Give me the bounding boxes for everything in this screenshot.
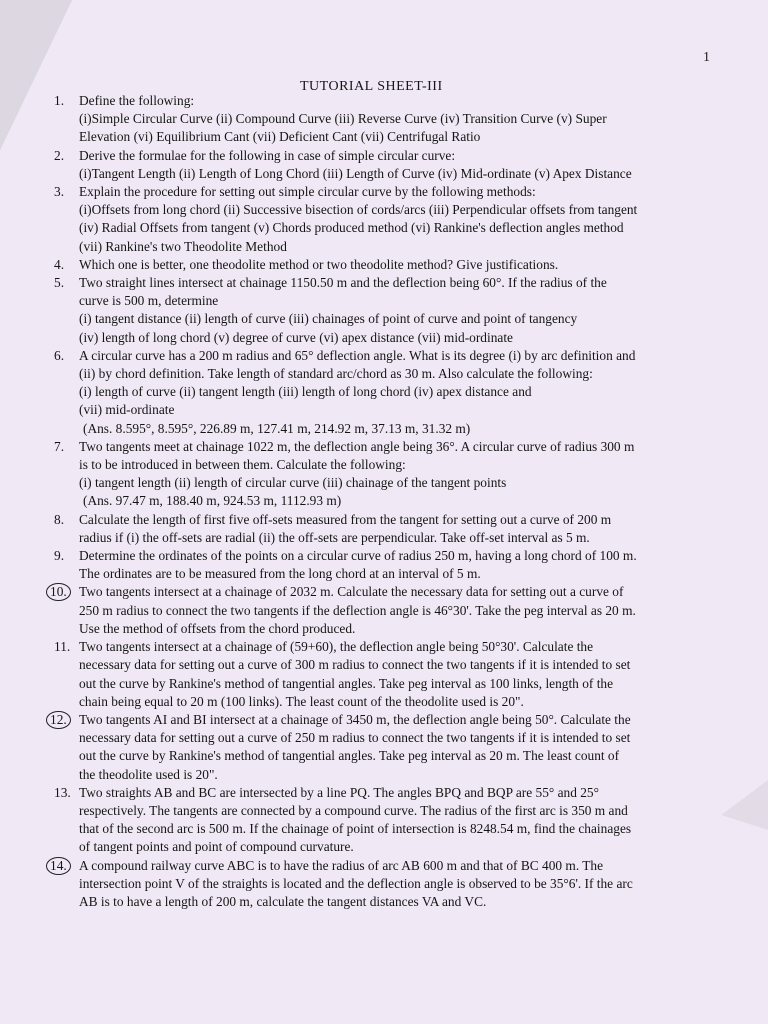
question-text-line: Two tangents intersect at a chainage of (59+60), the deflection angle being 50°30'. Calculate the [79, 639, 594, 655]
question-item [54, 92, 718, 147]
question-item [54, 347, 718, 438]
question-text-line: 250 m radius to connect the two tangents if the deflection angle is 46°30'. Take the peg interval as 20 m. [79, 602, 636, 618]
question-number: 7. [54, 438, 65, 454]
question-number: 10. [46, 583, 71, 601]
question-number: 5. [54, 275, 65, 291]
question-text-line: (i)Tangent Length (ii) Length of Long Chord (iii) Length of Curve (iv) Mid-ordinate (v) Apex Distance [79, 165, 632, 181]
question-item [54, 638, 718, 711]
question-text-line: (i)Simple Circular Curve (ii) Compound Curve (iii) Reverse Curve (iv) Transition Curve (v) Super [79, 111, 607, 127]
question-number: 1. [54, 93, 65, 108]
question-text-line: is to be introduced in between them. Calculate the following: [79, 457, 406, 473]
question-text-line: Two tangents intersect at a chainage of 2032 m. Calculate the necessary data for setting out a curve of [79, 584, 624, 600]
question-text-line: Which one is better, one theodolite method or two theodolite method? Give justifications. [79, 256, 559, 272]
question-number: 9. [54, 548, 65, 564]
question-body [79, 583, 718, 638]
question-text-line: Elevation (vi) Equilibrium Cant (vii) Deficient Cant (vii) Centrifugal Ratio [79, 129, 481, 145]
question-text-line: Calculate the length of first five off-sets measured from the tangent for setting out a curve of 200 m [79, 511, 612, 527]
question-body [79, 711, 718, 784]
question-body [79, 511, 718, 547]
question-number: 2. [54, 147, 65, 163]
question-number: 11. [54, 639, 71, 655]
question-text-line: Define the following: [79, 93, 195, 108]
question-body [79, 183, 718, 256]
question-text-line: Two tangents AI and BI intersect at a chainage of 3450 m, the deflection angle being 50°. Calculate the [79, 711, 631, 727]
question-number: 12. [46, 711, 71, 729]
question-body [79, 92, 718, 147]
answer-line: (Ans. 97.47 m, 188.40 m, 924.53 m, 1112.93 m) [82, 493, 342, 509]
question-text-line: (vii) Rankine's two Theodolite Method [79, 238, 287, 254]
question-text-line: Explain the procedure for setting out simple circular curve by the following methods: [79, 184, 536, 200]
question-item [54, 183, 718, 256]
question-text-line: Two straights AB and BC are intersected by a line PQ. The angles BPQ and BQP are 55° and 25° [79, 784, 599, 800]
question-text-line: Two straight lines intersect at chainage 1150.50 m and the deflection being 60°. If the radius of the [79, 275, 607, 291]
question-body [79, 638, 718, 711]
question-text-line: out the curve by Rankine's method of tangential angles. Take peg interval as 100 links, length of the [79, 675, 614, 691]
question-text-line: the theodolite used is 20". [79, 766, 218, 782]
question-item [54, 256, 718, 274]
question-item [50, 857, 718, 912]
question-item [54, 547, 718, 583]
question-text-line: (i)Offsets from long chord (ii) Successive bisection of cords/arcs (iii) Perpendicular offsets from tangent [79, 202, 638, 218]
question-item [54, 147, 718, 183]
question-item [50, 583, 718, 638]
question-item [50, 711, 718, 784]
question-text-line: (i) length of curve (ii) tangent length (iii) length of long chord (iv) apex distance and [79, 384, 532, 400]
question-text-line: Two tangents meet at chainage 1022 m, the deflection angle being 36°. A circular curve of radius 300 m [79, 438, 635, 454]
question-text-line: curve is 500 m, determine [79, 293, 219, 309]
question-item [54, 511, 718, 547]
question-body [79, 547, 718, 583]
question-text-line: A compound railway curve ABC is to have the radius of arc AB 600 m and that of BC 400 m. The [79, 857, 604, 873]
question-text-line: radius if (i) the off-sets are radial (ii) the off-sets are perpendicular. Take off-set interval as 5 m. [79, 529, 590, 545]
question-text-line: The ordinates are to be measured from the long chord at an interval of 5 m. [79, 566, 481, 582]
question-text-line: (iv) length of long chord (v) degree of curve (vi) apex distance (vii) mid-ordinate [79, 329, 513, 345]
question-text-line: chain being equal to 20 m (100 links). The least count of the theodolite used is 20". [79, 693, 524, 709]
page-title: TUTORIAL SHEET-III [300, 79, 443, 94]
question-text-line: necessary data for setting out a curve of 300 m radius to connect the two tangents if it is intended to set [79, 657, 631, 673]
question-item [54, 274, 718, 347]
question-text-line: necessary data for setting out a curve of 250 m radius to connect the two tangents if it is intended to set [79, 730, 631, 746]
question-body [79, 274, 718, 347]
question-text-line: of tangent points and point of compound curvature. [79, 839, 354, 855]
question-body [79, 784, 718, 857]
question-number: 4. [54, 256, 65, 272]
question-text-line: Use the method of offsets from the chord produced. [79, 620, 356, 636]
question-number: 8. [54, 511, 65, 527]
question-text-line: (i) tangent length (ii) length of circular curve (iii) chainage of the tangent points [79, 475, 507, 491]
question-body [79, 857, 718, 912]
question-number: 6. [54, 347, 65, 363]
question-text-line: respectively. The tangents are connected by a compound curve. The radius of the first arc is 350 m and [79, 802, 628, 818]
question-text-line: (iv) Radial Offsets from tangent (v) Chords produced method (vi) Rankine's deflection angles method [79, 220, 624, 236]
question-body [79, 347, 718, 438]
question-number: 3. [54, 184, 65, 200]
answer-line: (Ans. 8.595°, 8.595°, 226.89 m, 127.41 m, 214.92 m, 37.13 m, 31.32 m) [82, 420, 471, 436]
question-body [79, 147, 718, 183]
question-item [54, 784, 718, 857]
question-item [54, 438, 718, 511]
question-list [50, 92, 718, 911]
page-number: 1 [703, 50, 710, 65]
question-number: 14. [46, 857, 71, 875]
question-text-line: AB is to have a length of 200 m, calculate the tangent distances VA and VC. [79, 893, 487, 909]
question-body [79, 256, 718, 274]
question-text-line: intersection point V of the straights is located and the deflection angle is observed to be 35°6'. If the arc [79, 875, 633, 891]
question-body [79, 438, 718, 511]
question-text-line: (vii) mid-ordinate [79, 402, 175, 418]
question-text-line: (ii) by chord definition. Take length of standard arc/chord as 30 m. Also calculate the following: [79, 366, 593, 382]
question-text-line: A circular curve has a 200 m radius and 65° deflection angle. What is its degree (i) by arc definition and [79, 347, 636, 363]
question-text-line: Determine the ordinates of the points on a circular curve of radius 250 m, having a long chord of 100 m. [79, 548, 637, 564]
question-text-line: (i) tangent distance (ii) length of curve (iii) chainages of point of curve and point of tangency [79, 311, 578, 327]
question-text-line: out the curve by Rankine's method of tangential angles. Take peg interval as 20 m. The least count of [79, 748, 620, 764]
question-text-line: Derive the formulae for the following in case of simple circular curve: [79, 147, 456, 163]
question-text-line: that of the second arc is 500 m. If the chainage of point of intersection is 8248.54 m, find the chainages [79, 821, 632, 837]
question-number: 13. [54, 784, 71, 800]
